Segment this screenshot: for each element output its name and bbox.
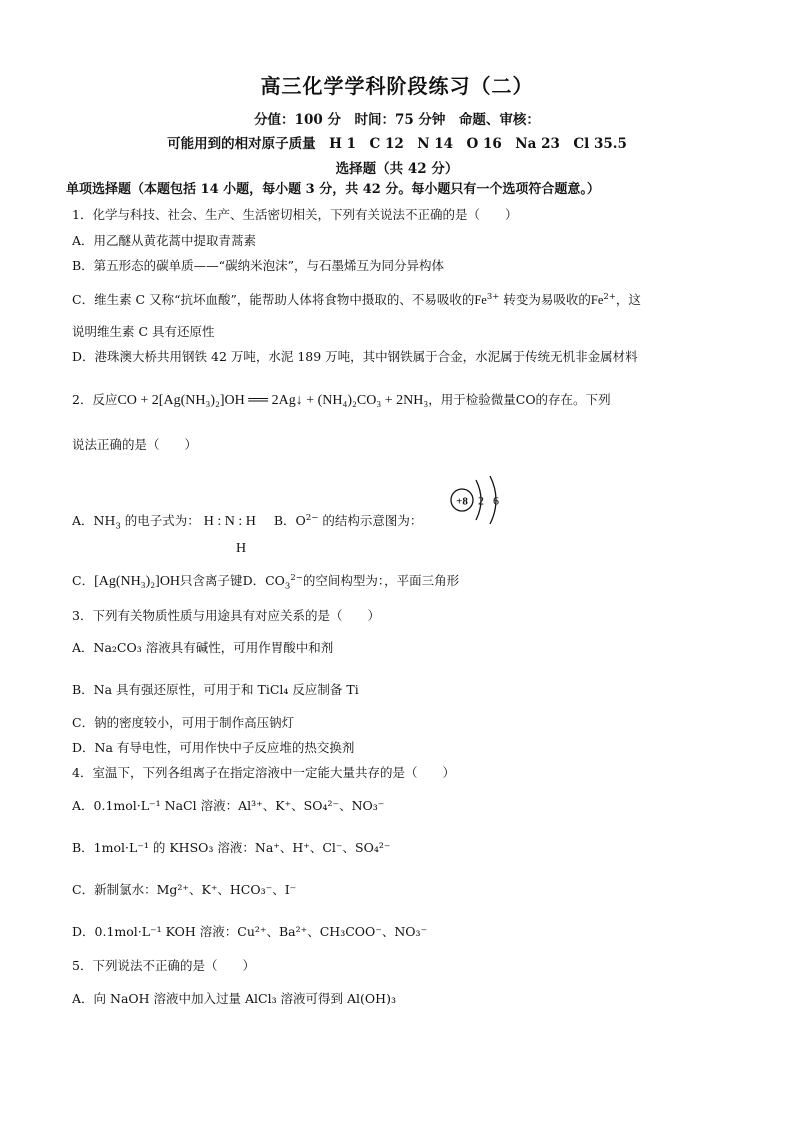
q1-c-mid: 转变为易吸收的 bbox=[503, 292, 591, 307]
q1-c-end: ，这 bbox=[615, 292, 641, 307]
q2-d-sub: 3 bbox=[284, 581, 291, 592]
q3-option-b: B．Na 具有强还原性，可用于和 TiCl₄ 反应制备 Ti bbox=[72, 682, 359, 697]
q2-a-sub: 3 bbox=[115, 521, 121, 532]
q1-stem: 1．化学与科技、社会、生产、生活密切相关，下列有关说法不正确的是（ ） bbox=[72, 207, 518, 222]
q2-d-text: 的空间构型为：，平面三角形 bbox=[302, 573, 460, 588]
q4-stem: 4．室温下，下列各组离子在指定溶液中一定能大量共存的是（ ） bbox=[72, 765, 455, 780]
q2-option-c-d: C．[Ag(NH₃)₂]OH只含离子键D．$CO_3^{2-}$的空间构型为：，平面三角形 bbox=[72, 572, 460, 592]
q2-stem bbox=[72, 391, 611, 410]
q4-option-b: B．1mol·L⁻¹ 的 KHSO₃ 溶液：Na⁺、H⁺、Cl⁻、SO₄²⁻ bbox=[72, 840, 391, 855]
q1-option-d: D．港珠澳大桥共用钢铁 42 万吨，水泥 189 万吨，其中钢铁属于合金，水泥属于传统无机非金属材料 bbox=[72, 349, 638, 364]
q3-option-c: C．钠的密度较小，可用于制作高压钠灯 bbox=[72, 715, 295, 730]
q1-c-fe2: Fe bbox=[590, 293, 604, 307]
q1-c-fe3-charge: 3+ bbox=[486, 291, 500, 302]
section-instruction: 单项选择题（本题包括 14 小题，每小题 3 分，共 42 分。每小题只有一个选项符合题意。） bbox=[66, 182, 600, 197]
q2-b-sup: 2− bbox=[305, 512, 319, 523]
q1-c-fe2-charge: 2+ bbox=[603, 291, 616, 302]
q4-option-a: A．0.1mol·L⁻¹ NaCl 溶液：Al³⁺、K⁺、SO₄²⁻、NO₃⁻ bbox=[72, 798, 385, 813]
q2-a-formula-h: H bbox=[236, 541, 247, 556]
q2-num: 2．反应 bbox=[72, 392, 118, 407]
q1-option-c-cont: 说明维生素 C 具有还原性 bbox=[72, 324, 215, 339]
q2-a-pre: A．NH bbox=[72, 513, 116, 528]
section-title: 选择题（共 42 分） bbox=[335, 161, 459, 177]
atomic-masses: 可能用到的相对原子质量 H 1 C 12 N 14 O 16 Na 23 Cl 35.5 bbox=[167, 136, 627, 152]
oxygen-ion-diagram bbox=[446, 470, 512, 532]
q2-c-text: 只含离子键 bbox=[180, 573, 243, 588]
shell-1-count: 2 bbox=[478, 493, 484, 508]
q1-option-a: A．用乙醚从黄花蒿中提取青蒿素 bbox=[72, 233, 257, 248]
q5-option-a: A．向 NaOH 溶液中加入过量 AlCl₃ 溶液可得到 Al(OH)₃ bbox=[72, 991, 396, 1006]
q2-equation: CO + 2[Ag(NH₃)₂]OH ══ 2Ag↓ + (NH₄)₂CO₃ + 2NH₃ bbox=[117, 393, 429, 408]
q3-stem: 3．下列有关物质性质与用途具有对应关系的是（ ） bbox=[72, 608, 380, 623]
q1-option-c bbox=[72, 291, 641, 309]
exam-meta: 分值：100 分 时间：75 分钟 命题、审核： bbox=[254, 112, 540, 128]
q2-c-formula: [Ag(NH₃)₂]OH bbox=[94, 574, 181, 589]
q1-c-text: C．维生素 C 又称“抗坏血酸”，能帮助人体将食物中摄取的、不易吸收的 bbox=[72, 292, 475, 307]
q4-option-d: D．0.1mol·L⁻¹ KOH 溶液：Cu²⁺、Ba²⁺、CH₃COO⁻、NO₃⁻ bbox=[72, 924, 428, 939]
q2-b-mid: 的结构示意图为： bbox=[322, 513, 423, 528]
q2-b-pre: B．O bbox=[273, 513, 306, 528]
q2-stem-cont: 说法正确的是（ ） bbox=[72, 437, 198, 452]
shell-2-count: 6 bbox=[493, 493, 499, 508]
nucleus-label: +8 bbox=[456, 495, 468, 508]
q1-option-b: B．第五形态的碳单质——“碳纳米泡沫”，与石墨烯互为同分异构体 bbox=[72, 258, 444, 273]
q2-tail: ，用于检验微量CO的存在。下列 bbox=[428, 392, 611, 407]
page-title: 高三化学学科阶段练习（二） bbox=[260, 74, 534, 98]
q2-a-mid: 的电子式为： bbox=[124, 513, 200, 528]
q1-c-fe3: Fe bbox=[474, 293, 487, 307]
q2-option-a bbox=[72, 512, 422, 531]
q4-option-c: C．新制氯水：Mg²⁺、K⁺、HCO₃⁻、I⁻ bbox=[72, 882, 297, 897]
q2-d-pre: D．CO bbox=[242, 573, 285, 588]
q3-option-a: A．Na₂CO₃ 溶液具有碱性，可用作胃酸中和剂 bbox=[72, 640, 334, 655]
q3-option-d: D．Na 有导电性，可用作快中子反应堆的热交换剂 bbox=[72, 740, 355, 755]
q2-a-electron-formula: H : N : H bbox=[203, 514, 256, 529]
q5-stem: 5．下列说法不正确的是（ ） bbox=[72, 958, 255, 973]
q2-d-sup: 2− bbox=[290, 572, 303, 583]
